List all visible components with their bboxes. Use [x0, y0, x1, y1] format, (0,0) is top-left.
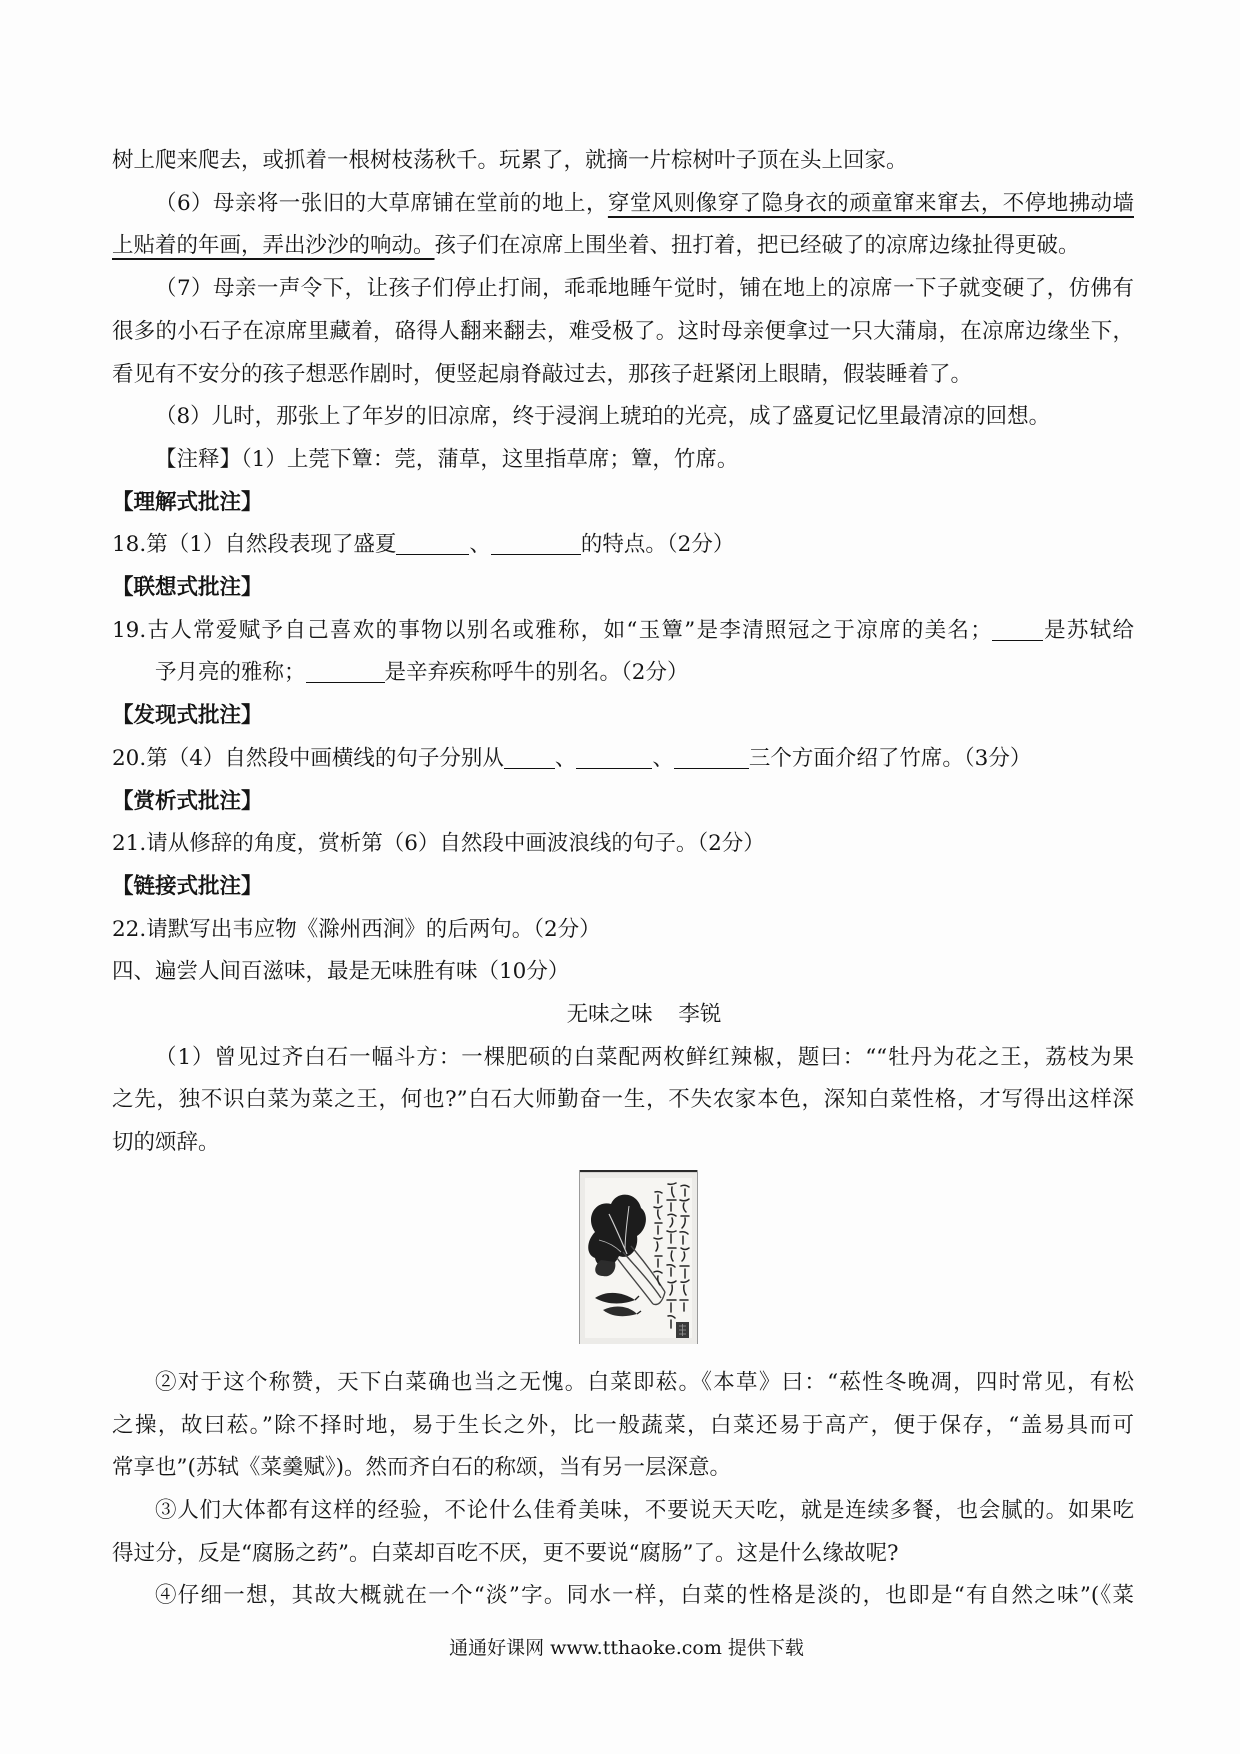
q18-answer-blank-2 [491, 533, 581, 556]
question-19-line-1 [112, 610, 1134, 653]
question-20 [112, 738, 1134, 781]
section-four-heading: 四、遍尝人间百滋味，最是无味胜有味（10分） [112, 959, 570, 985]
q19-answer-blank-2 [306, 661, 385, 684]
q18-answer-blank-1 [396, 533, 469, 556]
passage-a-p6-line-2 [112, 225, 1134, 268]
passage-a-p7-line-1: （7）母亲一声令下，让孩子们停止打闹，乖乖地睡午觉时，铺在地上的凉席一下子就变硬了，仿佛有 [155, 276, 1134, 302]
q18-text-2: 、 [469, 532, 491, 558]
q19-annotation-label: 【联想式批注】 [112, 575, 263, 601]
p6-marked-sentence-end: 上贴着的年画，弄出沙沙的响动。 [112, 233, 435, 259]
passage-b-p4-line-1: ④仔细一想，其故大概就在一个“淡”字。同水一样，白菜的性格是淡的，也即是“有自然之味”(《菜 [155, 1583, 1134, 1609]
passage-b-p2-line-1: ②对于这个称赞，天下白菜确也当之无愧。白菜即菘。《本草》曰：“菘性冬晚凋，四时常见，有松 [155, 1369, 1134, 1395]
passage-b-p3-line-1: ③人们大体都有这样的经验，不论什么佳肴美味，不要说天天吃，就是连续多餐，也会腻的。如果吃 [155, 1497, 1134, 1523]
passage-b-p1-line-2: 之先，独不识白菜为菜之王，何也?”白石大师勤奋一生，不失农家本色，深知白菜性格，才写得出这样深 [112, 1087, 1134, 1113]
q20-text-3: 、 [652, 745, 674, 771]
p6-plain-text: （6）母亲将一张旧的大草席铺在堂前的地上， [155, 190, 608, 216]
passage-b-title: 无味之味 [566, 1002, 653, 1028]
painting-figure [112, 1165, 1134, 1362]
q18-annotation-label: 【理解式批注】 [112, 489, 263, 515]
passage-b-p1-line-1: （1）曾见过齐白石一幅斗方：一棵肥硕的白菜配两枚鲜红辣椒，题曰：““牡丹为花之王，荔枝为果 [155, 1044, 1134, 1070]
q20-text-1: 20.第（4）自然段中画横线的句子分别从 [112, 745, 504, 771]
q20-annotation-label: 【发现式批注】 [112, 703, 263, 729]
q22-annotation-label: 【链接式批注】 [112, 873, 263, 899]
q20-text-4: 三个方面介绍了竹席。（3分） [748, 745, 1032, 771]
q20-text-2: 、 [554, 745, 577, 771]
q20-answer-blank-2 [576, 746, 652, 769]
passage-b-author: 李锐 [678, 1002, 722, 1028]
passage-a-p6-line-1 [112, 183, 1134, 226]
question-18 [112, 524, 1134, 567]
passage-b-p1-line-3: 切的颂辞。 [112, 1130, 220, 1156]
question-22: 22.请默写出韦应物《滁州西涧》的后两句。（2分） [112, 916, 601, 942]
question-21: 21.请从修辞的角度，赏析第（6）自然段中画波浪线的句子。（2分） [112, 831, 765, 857]
q19-text-4: 是辛弃疾称呼牛的别名。（2分） [384, 660, 689, 686]
p6-marked-sentence: 穿堂风则像穿了隐身衣的顽童窜来窜去，不停地拂动墙 [607, 190, 1134, 216]
passage-b-p2-line-2: 之操，故曰菘。”除不择时地，易于生长之外，比一般蔬菜，白菜还易于高产，便于保存，“盖易具而可 [112, 1412, 1134, 1438]
q20-answer-blank-1 [504, 746, 555, 769]
passage-b-title-line [112, 994, 1134, 1037]
q19-answer-blank-1 [992, 618, 1043, 641]
passage-a-p7-line-3: 看见有不安分的孩子想恶作剧时，便竖起扇脊敲过去，那孩子赶紧闭上眼睛，假装睡着了。 [112, 361, 973, 387]
passage-b-p3-line-2: 得过分，反是“腐肠之药”。白菜却百吃不厌，更不要说“腐肠”了。这是什么缘故呢? [112, 1540, 899, 1566]
q19-text-3: 予月亮的雅称； [155, 660, 306, 686]
q20-answer-blank-3 [674, 746, 749, 769]
passage-a-p7-line-2: 很多的小石子在凉席里藏着，硌得人翻来翻去，难受极了。这时母亲便拿过一只大蒲扇，在凉席边缘坐下， [112, 318, 1134, 344]
q19-text-1: 19.古人常爱赋予自己喜欢的事物以别名或雅称，如“玉簟”是李清照冠之于凉席的美名； [112, 617, 992, 643]
question-19-line-2 [112, 652, 1134, 695]
passage-b-p2-line-3: 常享也”(苏轼《菜羹赋》)。然而齐白石的称颂，当有另一层深意。 [112, 1455, 732, 1481]
passage-a-note: 【注释】（1）上莞下簟：莞，蒲草，这里指草席；簟，竹席。 [155, 446, 739, 472]
q19-text-2: 是苏轼给 [1042, 617, 1134, 643]
seal-stamp [676, 1322, 689, 1338]
page-content [112, 140, 1134, 1618]
cabbage-painting-image [579, 1170, 698, 1344]
passage-a-p8: （8）儿时，那张上了年岁的旧凉席，终于浸润上琥珀的光亮，成了盛夏记忆里最清凉的回想。 [155, 404, 1051, 430]
passage-a-p5-tail: 树上爬来爬去，或抓着一根树枝荡秋千。玩累了，就摘一片棕树叶子顶在头上回家。 [112, 148, 908, 173]
q21-annotation-label: 【赏析式批注】 [112, 788, 263, 814]
q18-text-3: 的特点。（2分） [580, 532, 735, 558]
q18-text-1: 18.第（1）自然段表现了盛夏 [112, 532, 397, 558]
p6-plain-text-end: 孩子们在凉席上围坐着、扭打着，把已经破了的凉席边缘扯得更破。 [434, 233, 1080, 259]
page-footer: 通通好课网 www.tthaoke.com 提供下载 [449, 1637, 804, 1659]
